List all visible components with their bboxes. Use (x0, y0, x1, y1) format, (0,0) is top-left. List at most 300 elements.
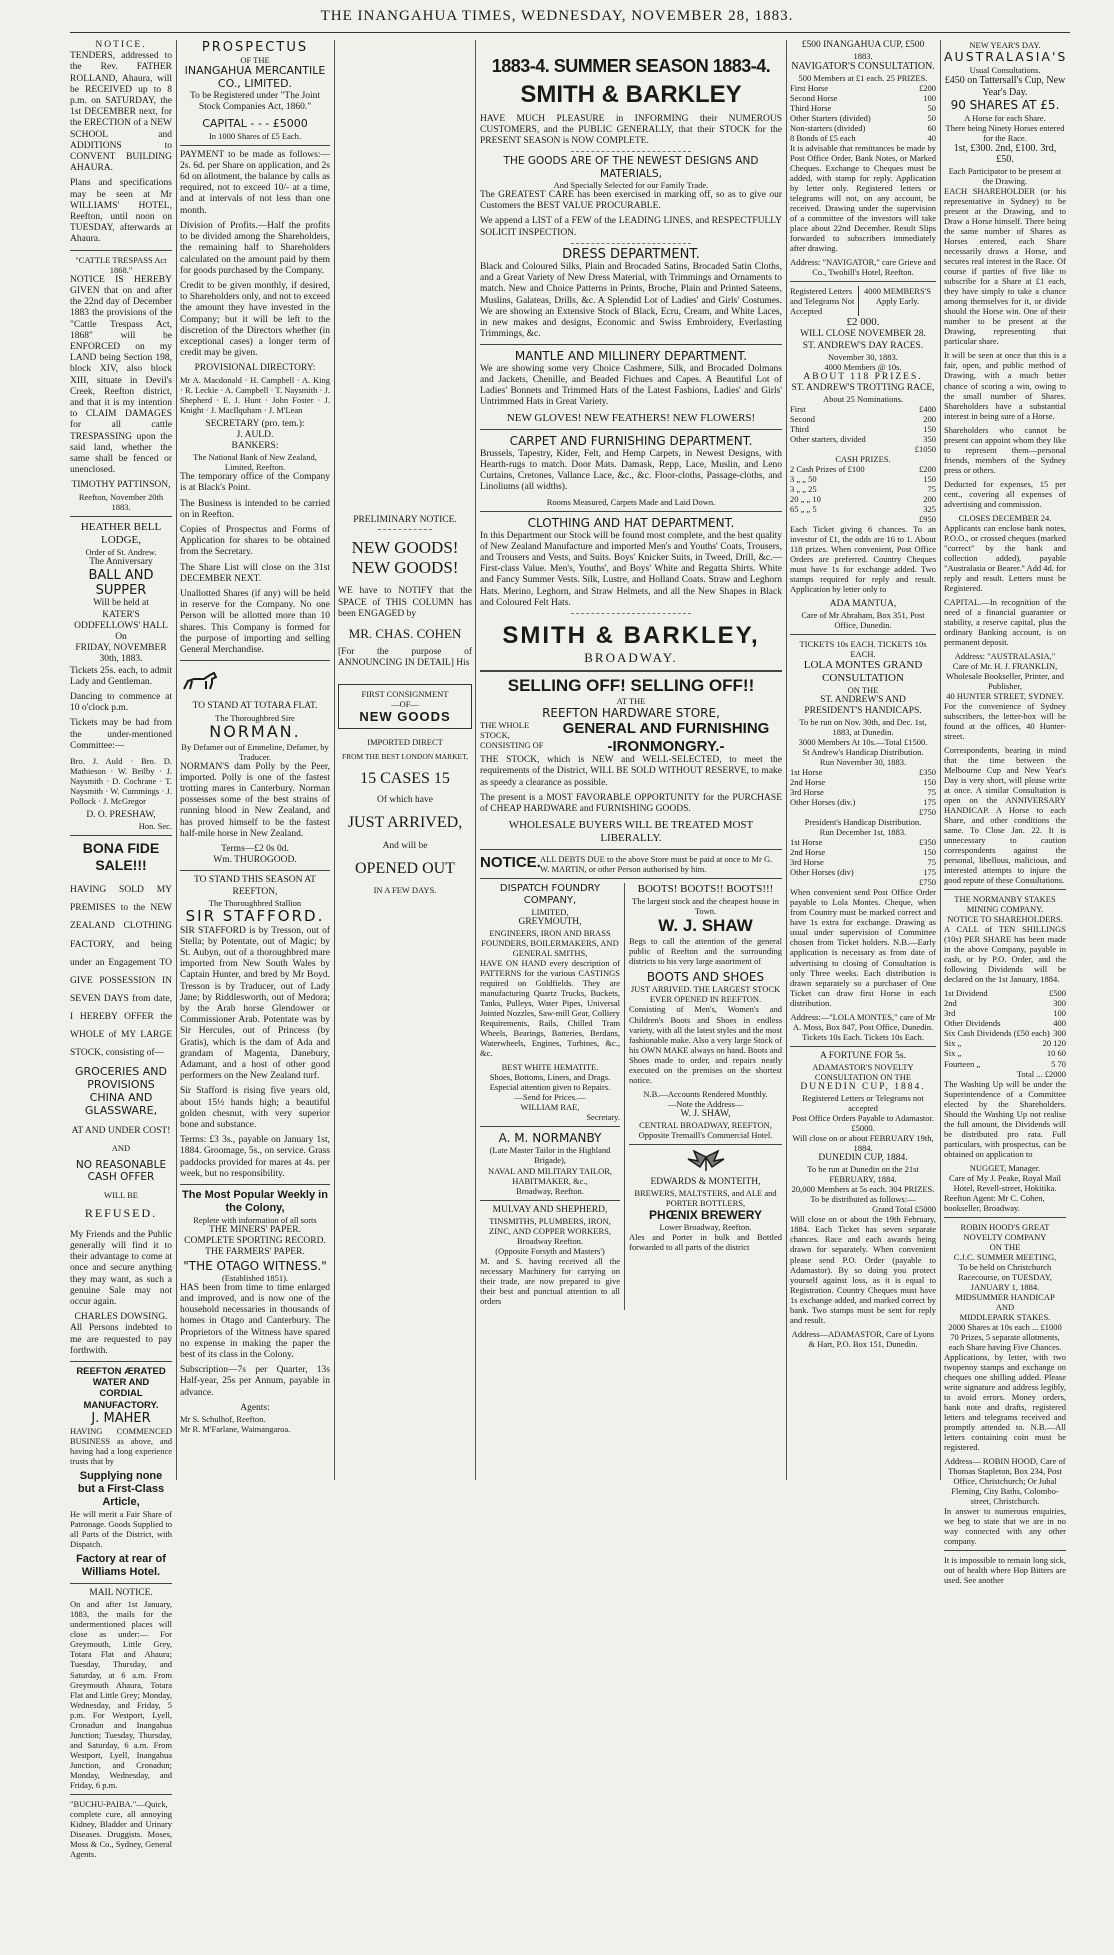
prize-row (944, 1038, 1066, 1048)
subscription-text: Subscription—7s per Quarter, 13s Half-year, 25s per Annum, payable in advance. (180, 1365, 330, 1398)
prize-name: Six Cash Dividends (£50 each) (944, 1028, 1050, 1039)
horse-share: A Horse for each Share. (964, 112, 1046, 123)
total-750b: £750 (919, 877, 936, 888)
stafford-heading: SIR STAFFORD. (185, 906, 325, 925)
established-text: (Established 1851). (221, 1272, 289, 1283)
andrews-distribution (790, 767, 936, 807)
anniversary-text: The Anniversary (89, 556, 153, 567)
divider (480, 1126, 620, 1127)
purpose-text: [For the purpose of ANNOUNCING IN DETAIL] His (338, 647, 472, 669)
cohen-name: MR. CHAS. COHEN (348, 625, 462, 641)
engineers-text: ENGINEERS, IRON AND BRASS FOUNDERS, BOILERMAKERS, AND GENERAL SMITHS, (481, 928, 619, 959)
of-the-text: OF THE (240, 55, 270, 66)
consignment-box (338, 684, 472, 729)
prize-row (790, 847, 936, 857)
append-text: We append a LIST of a FEW of the LEADING LINES, and RESPECTFULLY SOLICIT INSPECTION. (480, 216, 782, 238)
sporting-record: COMPLETE SPORTING RECORD. (184, 1236, 326, 1247)
secretary-name: D. O. PRESHAW, (86, 810, 156, 821)
share-list-close: The Share List will close on the 31st DECEMBER NEXT. (180, 562, 330, 584)
phoenix-icon (686, 1149, 726, 1175)
about-118: ABOUT 118 PRIZES. (803, 371, 923, 382)
cjc-meeting: C.J.C. SUMMER MEETING, (953, 1251, 1057, 1262)
norman-terms: Terms—£2 0s 0d. (221, 844, 289, 855)
boots-heading: BOOTS! BOOTS!! BOOTS!!! (637, 883, 774, 896)
divider (480, 344, 782, 345)
stand-totara: TO STAND AT TOTARA FLAT. (192, 701, 318, 712)
capital-amount: CAPITAL - - - £5000 (202, 116, 308, 130)
twenty-thousand: 20,000 Members at 5s each. 304 PRIZES. (791, 1184, 935, 1195)
thurogood-signature: Wm. THUROGOOD. (213, 855, 297, 866)
masthead-rule (70, 32, 1070, 33)
mantle-text: We are showing some very Choice Cashmere, Silk, and Brocaded Dolmans and Jackets, Chenille, and Beaded Fichues and Capes. A Beautiful Lot of Ladies' Bonnets and Trimmed Hats of the Latest Fashions, Ladies' and Girls' Untrimmed Hats in Great Variety. (480, 363, 782, 408)
prize-row (790, 504, 936, 514)
divider (480, 849, 782, 850)
mulvay-address: Broadway Reefton. (516, 1235, 584, 1246)
boots-column (625, 883, 782, 1256)
cattle-notice: NOTICE IS HEREBY GIVEN that on and after the 22nd day of December 1883 the provisions of the "Cattle Trespass Act, 1868" will be ENFORCED on my LAND being Section 198, block XIV, also block XIII, situate in Devil's Creek, Reefton district, and that it is my intention to CLAIM DAMAGES for all cattle TRESPASSING upon the said land, whether the same shall be fenced or unenclosed. (70, 274, 172, 476)
closes-text: CLOSES DECEMBER 24. (958, 512, 1052, 523)
tickets-10s: TICKETS 10s EACH. TICKETS 10s EACH. (799, 638, 927, 659)
column-3 (338, 40, 472, 1955)
prize-amount: 75 (927, 484, 936, 495)
imported-text: IMPORTED DIRECT (367, 737, 443, 747)
cattle-heading: "CATTLE TRESPASS Act 1868." (75, 254, 167, 275)
prize-amount: 175 (923, 797, 936, 808)
prize-amount: 300 (1053, 998, 1066, 1009)
andrews-races: ST. ANDREW'S DAY RACES. (802, 340, 924, 351)
prize-row (790, 474, 936, 484)
will-be-text: WILL BE (104, 1189, 138, 1200)
prize-amount: 40 (927, 133, 936, 144)
largest-text: The largest stock and the cheapest house in Town. (632, 896, 779, 917)
opened-out: OPENED OUT (355, 860, 455, 878)
prize-row (790, 857, 936, 867)
lola-text: When convenient send Post Office Order payable to Lola Montes. Cheque, when from Country must be marked correct and have 1s extra for exchange. Drawing as usual under supervision of Committee chosen from Ticket holders. N.B.—Early application is necessary as from date of advertising to closing of Consultation is only Three weeks. Each distribution is drawn separately so a purchaser of One Ticket can draw first Horse in each distribution. (790, 887, 936, 1008)
andrews-dist: St Andrew's Handicap Distribution. (802, 747, 924, 758)
of-which-text: Of which have (377, 794, 433, 805)
prize-row (944, 988, 1066, 998)
secretary-title: Hon. Sec. (138, 821, 172, 832)
farmers-paper: THE FARMERS' PAPER. (205, 1247, 305, 1258)
norman-heading: NORMAN. (209, 721, 301, 741)
prize-amount: 20 120 (1042, 1038, 1066, 1049)
prize-name: Third (790, 424, 809, 435)
prize-name: Other Dividends (944, 1018, 1001, 1029)
prize-row (790, 787, 936, 797)
prize-name: 3rd Horse (790, 857, 824, 868)
smith-barkley-heading: SMITH & BARKLEY (520, 81, 742, 109)
whole-stock: THE WHOLE STOCK, CONSISTING OF (480, 719, 544, 750)
cases-text: 15 CASES 15 (360, 769, 450, 787)
ninety-shares: 90 SHARES AT £5. (950, 98, 1060, 113)
rae-signature: WILLIAM RAE, (520, 1102, 580, 1113)
prospectus-heading: PROSPECTUS (201, 40, 309, 55)
run-nov30: Run November 30, 1883. (819, 757, 907, 768)
supplying-heading: Supplying none but a First-Class Article, (77, 1470, 165, 1509)
care-text: The GREATEST CARE has been exercised in marking off, so as to give our Customers the BEST VALUE PROCURABLE. (480, 189, 782, 212)
dividend-total: Total ... £2000 (1016, 1068, 1066, 1079)
navigator-address: Address: "NAVIGATOR," care Grieve and Co., Twohill's Hotel, Reefton. (790, 257, 936, 278)
prize-row (790, 414, 936, 424)
in-answer: In answer to numerous enquiries, we beg to state that we are in no way connected with any other company. (944, 1506, 1066, 1547)
carpet-heading: CARPET AND FURNISHING DEPARTMENT. (509, 434, 753, 449)
presidents-dist: President's Handicap Distribution. (804, 817, 922, 828)
prize-amount: 175 (923, 867, 936, 878)
tailor-text: (Late Master Tailor in the Highland Brigade), (489, 1145, 611, 1166)
prize-name: 8 Bonds of £5 each (790, 133, 856, 144)
ball-committee: Tickets may be had from the under-mentioned Committee:— (70, 718, 172, 751)
accounts-text: N.B.—Accounts Rendered Monthly. (643, 1088, 768, 1099)
prize-row (790, 797, 936, 807)
prize-row (790, 494, 936, 504)
adamastor-text: Will close on or about the 19th February, 1884. Each Ticket has seven separate chances. Race and each awards being drawn for separately. When convenient please send P.O. Order (payable to Adamastor). By so doing you protect yourself against loss, as it is equal to Registration. Country Cheques must have 1s exchange added, and marked correct by bank. Two stamps must be sent for reply and result. (790, 1214, 936, 1325)
lola-members: 3000 Members At 10s.—Total £1500. (798, 737, 928, 748)
stafford-terms: Terms: £3 3s., payable on January 1st, 1884. Groomage, 5s., on service. Grass paddocks provided for mares at 4s. per week, but no responsibility. (180, 1135, 330, 1179)
registered-text: Registered Letters and Telegrams Not Accepted (790, 286, 855, 317)
new-goods-3: NEW GOODS (359, 708, 451, 724)
lola-heading: LOLA MONTES GRAND CONSULTATION (803, 658, 923, 684)
prize-amount: 200 (923, 414, 936, 425)
divider (70, 516, 172, 517)
mulvay-heading: MULVAY AND SHEPHERD, (492, 1204, 608, 1215)
and-text: AND (111, 1142, 131, 1153)
intro-text: HAVE MUCH PLEASURE in INFORMING their NUMEROUS CUSTOMERS, and the PUBLIC GENERALLY, that their STOCK for the PRESENT SEASON is NOW COMPLETE. (480, 113, 782, 146)
tinsmiths-text: TINSMITHS, PLUMBERS, IRON, ZINC, AND COPPER WORKERS, (489, 1215, 611, 1236)
bankers-heading: BANKERS: (231, 441, 279, 451)
column-rule (475, 40, 476, 1480)
secretary-title: Secretary. (586, 1112, 620, 1123)
prize-name: Second Horse (790, 93, 838, 104)
members-4000: 4000 MEMBERS'S Apply Early. (858, 286, 936, 316)
aerated-heading-2: WATER AND CORDIAL (92, 1377, 150, 1400)
divider (790, 634, 936, 635)
shaw-signature: W. J. SHAW, (680, 1108, 731, 1119)
buchu-advert: "BUCHU-PAIBA."—Quick, complete cure, all annoying Kidney, Bladder and Urinary Diseases. Druggists. Moses, Moss & Co., Sydney, General Agents. (70, 1798, 172, 1859)
tenders-notice: TENDERS, addressed to the Rev. FATHER ROLLAND, Ahaura, will be RECEIVED up to 8 p.m. on SATURDAY, the 1st DECEMBER next, for the ERECTION of a NEW SCHOOL and ADDITIONS to CONVENT BUILDING AHAURA. (70, 51, 172, 174)
lola-on: ON THE (847, 684, 879, 695)
bona-fide-heading: BONA FIDE SALE!!! (82, 840, 160, 873)
column-1 (70, 40, 172, 1859)
each-shareholder: EACH SHAREHOLDER (or his representative in Sydney) to be present at the Drawing, and to Draw a Horse himself. There being the same number of Shares as Horses entered, each Share necessarily draws a Horse, and secures real interest in the Race. Of course if parties of five like to subscribe for a Share at £1 each, they have simply to take a chance among themselves for it, or divide should the Horse win. One of their number to be present at the Drawing, representing that particular share. (944, 186, 1066, 347)
prize-row (790, 424, 936, 434)
prize-amount: 150 (923, 424, 936, 435)
ironmongery-block (550, 720, 782, 755)
bottom-adverts (480, 883, 782, 1310)
prize-amount: 400 (1053, 1018, 1066, 1029)
sale-notice: HAVING SOLD MY PREMISES to the NEW ZEALAND CLOTHING FACTORY, and being under an Engagement TO GIVE POSSESSION IN SEVEN DAYS from date, I HEREBY OFFER the WHOLE of MY LARGE STOCK, consisting of— (70, 885, 172, 1058)
debts-text: ALL DEBTS DUE to the above Store must be paid at once to Mr G. W. MARTIN, or other Person authorised by him. (540, 854, 773, 875)
divider (180, 145, 330, 146)
cup-year: 1883. (853, 51, 873, 62)
otago-witness: "THE OTAGO WITNESS." (183, 1258, 327, 1273)
norman-pedigree: By Defamer out of Emmeline, Defamer, by Traducer. (181, 741, 329, 762)
prize-amount: 150 (923, 474, 936, 485)
hardware-store: REEFTON HARDWARE STORE, (542, 705, 720, 720)
prize-amount: 100 (923, 93, 936, 104)
five-thousand: £5000. (851, 1123, 875, 1134)
consisting-text: Consisting of Men's, Women's and Children's Boots and Shoes in endless variety, with all the latest styles and the most fashionable make. Also a very large Stock of his OWN MAKE always on hand. Boots and Shoes made to order, and repairs neatly executed on the premises on the shortest notice. (629, 1004, 782, 1085)
divider (790, 1046, 936, 1047)
held-text: To be held on Christchurch Racecourse, on TUESDAY, JANUARY 1, 1884. (958, 1261, 1052, 1292)
new-goods-2: NEW GOODS! (351, 558, 459, 578)
fortune-heading: A FORTUNE FOR 5s. (819, 1050, 906, 1061)
refused-text: REFUSED. (84, 1205, 158, 1220)
shoes-text: Shoes, Bottoms, Liners, and Drags. (489, 1072, 611, 1083)
nugget-manager: NUGGET, Manager. (969, 1162, 1041, 1173)
prize-amount: 10 60 (1046, 1048, 1066, 1059)
new-year-text: NEW YEAR'S DAY. (969, 40, 1041, 50)
cattle-date: Reefton, November 20th 1883. (78, 491, 164, 512)
close-text: WILL CLOSE NOVEMBER 28. (800, 329, 926, 340)
divider (480, 878, 782, 879)
prize-amount: 100 (1053, 1008, 1066, 1019)
shares-text: 2000 Shares at 10s each ... £1000 (948, 1321, 1062, 1332)
prize-amount: 200 (923, 494, 936, 505)
prize-row (944, 1048, 1066, 1058)
prize-amount: £350 (919, 767, 936, 778)
prize-name: 2nd Horse (790, 777, 826, 788)
smith-barkley-2: SMITH & BARKLEY, (502, 621, 760, 649)
nov30-text: November 30, 1883. (828, 351, 898, 362)
dispatch-text: HAVE ON HAND every description of PATTERNS for the various CASTINGS required on Goldfields. They are manufacturing Quartz Trucks, Buckets, Tanks, Pulleys, Water Pipes, Universal Jointed Nozzles, Saw-mill Gear, Colliery Requirements, Rails, Chilled Tram Wheels, Bearings, Batteries, Berdans, Waterwheels, Engines, Turbines, &c., &c. (480, 958, 620, 1059)
nugget-address: Care of My J. Peake, Royal Mail Hotel, Revell-street, Hokitika. (949, 1172, 1061, 1193)
cattle-signature: TIMOTHY PATTINSON, (71, 480, 171, 491)
notice-row (480, 854, 782, 874)
prize-amount: £500 (1049, 988, 1066, 999)
prize-name: Other Horses (div.) (790, 797, 856, 808)
prize-amounts: 1st, £300. 2nd, £100. 3rd, £50. (953, 142, 1057, 166)
divider (70, 1361, 172, 1362)
otago-text: HAS been from time to time enlarged and improved, and is now one of the household necessaries in thousands of homes in Otago and Canterbury. The Proprietors of the Witness have spared no expense in making the paper the best of its class in the Colony. (180, 1282, 330, 1360)
prize-name: 2 Cash Prizes of £100 (790, 464, 865, 475)
divider (480, 1200, 620, 1201)
first-consignment: FIRST CONSIGNMENT (361, 688, 449, 699)
prize-amount: 300 (1053, 1028, 1066, 1039)
ball-dancing: Dancing to commence at 10 o'clock p.m. (70, 692, 172, 714)
divider (70, 1583, 172, 1584)
agent-1: Mr S. Schulhof, Reefton. (180, 1413, 266, 1424)
held-text: Will be held at (93, 598, 149, 609)
divider (70, 1794, 172, 1795)
prices-text: —Send for Prices.— (514, 1092, 586, 1103)
prize-row (790, 767, 936, 777)
notice-heading: NOTICE. (480, 854, 541, 872)
prize-name: Second (790, 414, 816, 425)
preliminary-notice: PRELIMINARY NOTICE. (353, 515, 457, 525)
lola-races: ST. ANDREW'S AND PRESIDENT'S HANDICAPS. (804, 694, 922, 716)
hop-bitters: It is impossible to remain long sick, out of health where Hop Bitters are used. See another (944, 1555, 1066, 1586)
foundry-column (480, 883, 625, 1310)
gloves-heading: NEW GLOVES! NEW FEATHERS! NEW FLOWERS! (506, 412, 756, 425)
friends-text: My Friends and the Public generally will find it to their advantage to come at once and secure anything they may want, as such a genuine Sale may not occur again. (70, 1229, 172, 1308)
adamastor-heading: ADAMASTOR'S NOVELTY CONSULTATION ON THE (812, 1061, 914, 1082)
ball-heading: BALL AND SUPPER (88, 567, 154, 599)
washing-text: The Washing Up will be under the Superintendence of a Committee elected by the Shareholders. Should the Washing Up not realise the full amount, the Dividends will be distributed pro rata. Full particulars, with prospectus, can be obtained on application to (944, 1078, 1066, 1159)
plans-notice: Plans and specifications may be seen at Mr WILLIAMS' HOTEL, Reefton, until noon on TUESDAY, afterwards at Ahaura. (70, 178, 172, 245)
dispatch-heading: DISPATCH FOUNDRY COMPANY, (499, 883, 601, 906)
opposite-hotel: Opposite Tremaill's Commercial Hotel. (638, 1129, 773, 1140)
convenience-text: For the convenience of Sydney subscribers, the letter-box will be found at the offices, 40 Hunter-street. (944, 700, 1066, 742)
prize-row (790, 83, 936, 93)
normanby-heading: A. M. NORMANBY (498, 1131, 602, 1146)
prize-row (790, 837, 936, 847)
prize-row (790, 113, 936, 123)
on-text: On (115, 632, 127, 642)
directors-list: Mr A. Macdonald · H. Campbell · A. King · R. Leckie · A. Campbell · T. Naysmith · J. Shepherd · E. J. Hunt · John Foster · J. Knight · J. MacIlquham · J. M'Lean (180, 374, 330, 415)
normanby-address: Broadway, Reefton. (516, 1185, 584, 1196)
ball-tickets: Tickets 25s. each, to admit Lady and Gentleman. (70, 665, 172, 687)
ninety-text: There being Ninety Horses entered for the Race. (945, 122, 1065, 143)
prize-name: 1st Horse (790, 837, 823, 848)
lodge-subheading: Order of St. Andrew. (85, 546, 157, 557)
robin-address: Address— ROBIN HOOD, Care of Thomas Stapleton, Box 234, Post Office, Christchurch; Or Jubal Fleming, City Baths, Colombo-street, Christchurch. (944, 1456, 1066, 1507)
prize-name: Six „ (944, 1038, 962, 1049)
boots-shoes: BOOTS AND SHOES (646, 970, 765, 985)
prize-name: Fourteen „ (944, 1058, 981, 1069)
prize-amount: 75 (927, 787, 936, 798)
column-rule (176, 40, 177, 1480)
dress-text: Black and Coloured Silks, Plain and Brocaded Satins, Brocaded Satin Cloths, and a Great Variety of New Dress Material, with Trimmings and Ornaments to match. New and Choice Patterns in Prints, Broche, Plain and Printed Sateens, Muslins, Galateas, Drills, &c. A Splendid Lot of Ladies' and Girls' Costumes. We are showing an Extensive Stock of Black, Ecru, Cream, and White Laces, in new makes and designs, Economic and Swiss Embroidery, Everlasting Trimmings, &c. (480, 262, 782, 340)
divider (944, 1217, 1066, 1218)
divider (944, 1550, 1066, 1551)
column-rule (786, 40, 787, 1480)
payable-text: Post Office Orders Payable to Adamastor. (792, 1113, 934, 1124)
ironmongery-row (480, 720, 782, 755)
middlepark-stakes: MIDDLEPARK STAKES. (959, 1311, 1051, 1322)
ada-address: Care of Mr Abraham, Box 351, Post Office, Dunedin. (801, 609, 925, 630)
prize-row (790, 103, 936, 113)
carpet-text: Brussels, Tapestry, Kider, Felt, and Hemp Carpets, in Newest Designs, with Hearth-rugs to match. Door Mats. Damask, Repp, Lace, Muslin, and Leno Curtains, Cretones, Vallance Lace, &c., &c. Floor-cloths, Passage-cloths, and Linoliums (all widths). (480, 448, 782, 493)
prize-row (944, 1028, 1066, 1038)
prize-row (790, 93, 936, 103)
season-heading: 1883-4. SUMMER SEASON 1883-4. (491, 56, 771, 76)
clothing-text: In this Department our Stock will be found most complete, and the best quality of New Zealand Manufacture and imported Men's and Youths' Coats, Trousers, and Trousers and Vests, and Suits. Boys' Knicker Suits, in Tweed, Drill, &c.—First-class Value. Men's, Youths', and Boys' White and Regatta Shirts. White and Fancy Summer Vests. Silk, Lustre, and Holland Coats. Straw and Leghorn Hats. Merino, Leghorn, and Straw Helmets, and all the New Shapes in Black and Coloured Felt Hats. (480, 530, 782, 608)
prize-amount: 325 (923, 504, 936, 515)
stand-reefton: TO STAND THIS SEASON AT REEFTON, (194, 875, 316, 897)
prize-amount: 350 (923, 434, 936, 445)
prize-amount: £200 (919, 83, 936, 94)
column-5 (790, 40, 936, 1480)
advisable-text: It is advisable that remittances be made by Post Office Order, Bank Notes, or Marked Cheques. Exchange to Cheques must be added, with stamp for reply. Application by letter only. Registered letters or telegrams will not, on any account, be received. Drawing under the supervision of a committee of the investors will take place about 22nd December. Result Slips forwarded to subscribers immediately after drawing. (790, 143, 936, 254)
china-heading: CHINA AND GLASSWARE, (84, 1090, 158, 1117)
hall-name: KATER'S ODDFELLOWS' HALL (74, 609, 168, 631)
stallion-text: The Thoroughbred Stallion (208, 897, 302, 908)
groceries-heading: GROCERIES AND PROVISIONS (75, 1064, 167, 1091)
credit-terms: Credit to be given monthly, if desired, to Shareholders only, and not to exceed the amount they have invested in the Company; but it will be left to the discretion of the Directors whether (in exceptional cases) a longer term of credit may be given. (180, 280, 330, 359)
secretary-name: J. AULD. (236, 429, 274, 440)
cash-offer-heading: NO REASONABLE CASH OFFER (75, 1158, 167, 1184)
persons-indebted: All Persons indebted to me are requested to pay forthwith. (70, 1323, 172, 1356)
dcup-heading: DUNEDIN CUP, 1884. (818, 1153, 908, 1164)
members-10s: 4000 Members @ 10s. (824, 361, 902, 372)
business-location: The Business is intended to be carried on in Reefton. (180, 498, 330, 520)
prizes-table (790, 83, 936, 143)
rooms-text: Rooms Measured, Carpets Made and Laid Down. (546, 497, 716, 508)
prize-name: 20 „ „ 10 (790, 494, 821, 505)
ticket-text: Each Ticket giving 6 chances. To an investor of £1, the odds are 16 to 1. About 118 prizes. When convenient, Post Office Orders are preferred. Country Cheques must have 1s for exchange added. Two stamps required for reply and result. Application by letter only to (790, 524, 936, 595)
mail-notice: On and after 1st January, 1883, the mails for the undermentioned places will close as under:— For Greymouth, Little Grey, Totara Flat and Ahaura; Tuesday, Thursday, and Saturday, at 6 a.m. From Greymouth Ahaura, Totara Flat and Little Grey; Monday, Wednesday, and Friday, 5 p.m. For Westport, Lyell, Cronadun and Inangahua Junction; Tuesday, Thursday, and Saturday, 6 a.m. From Westport, Lyell, Inangahua Junction, and Cronadun; Monday, Wednesday, and Friday, 6 p.m. (70, 1599, 172, 1790)
miners-paper: THE MINERS' PAPER. (209, 1224, 301, 1235)
just-arrived: JUST ARRIVED, (347, 813, 463, 831)
broadway-text: BROADWAY. (584, 650, 678, 666)
stafford-age: Sir Stafford is rising five years old, about 15½ hands high; a beautiful golden chesnut, with very superior bone and substance. (180, 1086, 330, 1130)
column-4 (480, 40, 782, 1480)
registered-text: To be Registered under "The Joint Stock Companies Act, 1860." (189, 91, 321, 113)
adamastor-address: Address—ADAMASTOR, Care of Lyons & Hart, P.O. Box 151, Dunedin. (791, 1328, 935, 1349)
prize-name: Third Horse (790, 103, 832, 114)
divider (180, 660, 330, 661)
lola-run: To be run on Nov. 30th, and Dec. 1st, 1883, at Dunedin. (799, 717, 927, 738)
sire-text: The Thoroughbred Sire (215, 712, 295, 723)
company-name: INANGAHUA MERCANTILE CO., LIMITED. (184, 64, 326, 91)
call-text: A CALL of TEN SHILLINGS (10s) PER SHARE has been made in the above Company, payable in cash, or by P.O. Order, and the following Dividends will be declared on the 1st January, 1884. (944, 924, 1066, 985)
prize-amount: £350 (919, 837, 936, 848)
reg-letters: Registered Letters or Telegrams not accepted (802, 1093, 924, 1114)
prize-row (944, 1018, 1066, 1028)
prize-name: 3rd (944, 1008, 956, 1019)
prize-name: 1st Horse (790, 767, 823, 778)
central-broadway: CENTRAL BROADWAY, REEFTON, (639, 1119, 772, 1130)
hunter-street: 40 HUNTER STREET, SYDNEY. (946, 690, 1064, 701)
temporary-office: The temporary office of the Company is at Black's Point. (180, 472, 330, 494)
australasia-heading: AUSTRALASIA'S (944, 49, 1068, 65)
divider (571, 151, 692, 152)
prize-amount: 150 (923, 847, 936, 858)
correspondents-text: Correspondents, bearing in mind that the time between the Melbourne Cup and New Year's Day is very short, will please write at once. A similar Consultation is open on the ANNIVERSARY HANDICAP. A Horse to each Share, and other conditions the same. To Close Jan. 22. It is unnecessary to caution correspondents against the personal, libellous, malicious, and interested attempts to injure the good repute of these Consultations. (944, 745, 1066, 886)
robin-on: ON THE (989, 1241, 1021, 1252)
goods-heading: THE GOODS ARE OF THE NEWEST DESIGNS AND MATERIALS, (503, 155, 759, 180)
naval-text: NAVAL AND MILITARY TAILOR, HABITMAKER, &c., (487, 1165, 613, 1186)
payment-terms: PAYMENT to be made as follows:— 2s. 6d. per Share on application, and 2s 6d on allotment, the balance by calls as required, not to exceed 10/- at a time, and at intervals of not less than one month. (180, 149, 330, 216)
prize-name: Six „ (944, 1048, 962, 1059)
lodge-heading: HEATHER BELL LODGE, (80, 520, 162, 546)
cup-heading: £500 INANGAHUA CUP, £500 (801, 40, 925, 50)
dress-heading: DRESS DEPARTMENT. (562, 246, 700, 262)
address-text: Address: "AUSTRALASIA," (954, 650, 1056, 661)
ball-date: FRIDAY, NOVEMBER 30th, 1883. (75, 643, 167, 665)
midsummer-handicap: MIDSUMMER HANDICAP (955, 1291, 1055, 1302)
prize-row (790, 484, 936, 494)
shaw-text: Begs to call the attention of the general public of Reefton and the surrounding districts to his very large assortment of (629, 936, 782, 967)
prize-row (790, 123, 936, 133)
secretary-heading: SECRETARY (pro. tem.): (205, 418, 305, 429)
divider (571, 243, 692, 244)
prize-amount: 60 (927, 123, 936, 134)
prizes-70: 70 Prizes, 5 separate allotments, each Share having Five Chances. (948, 1331, 1062, 1352)
divider (378, 529, 432, 530)
and-text: AND (995, 1301, 1015, 1312)
appoint-text: Shareholders who cannot be present can appoint whom they like to represent them—personal friends, members of the Sydney press or others. (944, 424, 1066, 475)
prize-row (790, 777, 936, 787)
divider (571, 613, 692, 614)
column-2 (180, 40, 330, 1480)
unallotted-text: Unallotted Shares (if any) will be held in reserve for the Company. No one Person will be allotted more than 10 shares. This Company is formed for the purpose of importing and selling General Merchandise. (180, 589, 330, 656)
new-goods-1: NEW GOODS! (351, 538, 459, 558)
and-will-be: And will be (382, 840, 428, 851)
dunedin-cup: DUNEDIN CUP, 1884. (800, 1081, 926, 1092)
prize-name: Non-starters (divided) (790, 123, 866, 134)
stafford-text: SIR STAFFORD is by Tresson, out of Stella; by Potentate, out of Magic; by St. Aubyn, out of a thoroughbred mare imported from New South Wales by Captain Hunter, and bred by Mr Boyd. Tresson is by Traducer, out of Lady Jane; by Riddlesworth, out of Medora; by the Arab horse Glendower or Commissioner Arab. Potentate was by Sir Hercules, out of Princess (by Gratis), which is the dam of Ada and grandam of Magenta, Danebury, Adamant, and a host of other good performers on the New Zealand turf. (180, 925, 330, 1082)
total-750a: £750 (919, 807, 936, 818)
divider (480, 670, 782, 672)
dowsing-signature: CHARLES DOWSING. (74, 1312, 168, 1323)
prize-name: 1st Dividend (944, 988, 988, 999)
brewers-text: BREWERS, MALTSTERS, and ALE and PORTER BOTTLERS, (634, 1188, 777, 1209)
agent-2: Mr R. M'Farlane, Waimangaroa. (180, 1424, 291, 1434)
greymouth-text: GREYMOUTH, (518, 916, 582, 927)
robin-hood-heading: ROBIN HOOD'S GREAT NOVELTY COMPANY (960, 1221, 1050, 1242)
divider (180, 1184, 330, 1185)
